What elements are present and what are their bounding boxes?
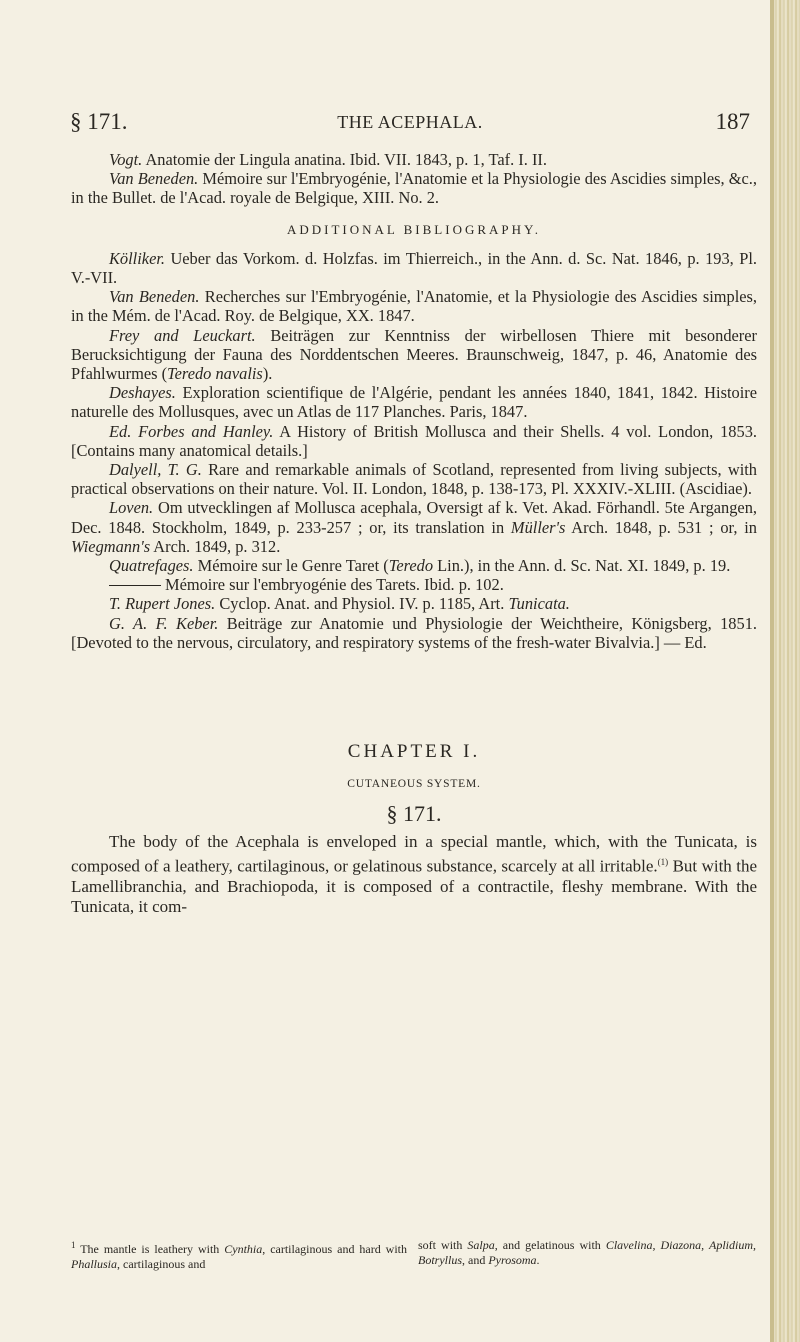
chapter-subtitle: CUTANEOUS SYSTEM. — [347, 778, 481, 791]
header-section: § 171. — [70, 109, 128, 134]
page-body — [71, 150, 757, 918]
bib-entry: Quatrefages. Mémoire sur le Genre Taret (Teredo Lin.), in the Ann. d. Sc. Nat. XI. 1849, p. 19. — [109, 556, 731, 576]
running-header — [70, 109, 750, 135]
bib-entry: Frey and Leuckart. Beiträgen zur Kenntniss der wirbellosen Thiere mit besonderer Berucksichtigung der Fauna des Norddentschen Meeres. Braunschweig, 1847, p. 46, Anatomie des Pfahlwurmes (Teredo navalis). — [71, 325, 757, 384]
section-heading: § 171. — [386, 801, 442, 827]
footnote-column-right: soft with Salpa, and gelatinous with Clavelina, Diazona, Aplidium, Botryllus, and Pyrosoma. — [418, 1238, 756, 1267]
footnote-reference: (1) — [657, 856, 669, 867]
bib-entry: Ed. Forbes and Hanley. A History of British Mollusca and their Shells. 4 vol. London, 1853. [Contains many anatomical details.] — [71, 421, 757, 460]
page-edge-shadow — [770, 0, 774, 1342]
header-title: THE ACEPHALA. — [337, 112, 483, 132]
bib-entry-ditto: Mémoire sur l'embryogénie des Tarets. Ibid. p. 102. — [71, 575, 757, 594]
bib-entry: Kölliker. Ueber das Vorkom. d. Holzfas. im Thierreich., in the Ann. d. Sc. Nat. 1846, p. 193, Pl. V.-VII. — [71, 248, 757, 288]
footnote-marker: 1 — [71, 1240, 76, 1250]
bib-entry: Dalyell, T. G. Rare and remarkable animals of Scotland, represented from living subjects, with practical observations on their nature. Vol. II. London, 1848, p. 138-173, Pl. XXXIV.-XLIII. (Ascidiae). — [71, 460, 758, 499]
bib-entry: Vogt. Anatomie der Lingula anatina. Ibid. VII. 1843, p. 1, Taf. I. II. — [109, 150, 547, 169]
additional-bibliography-heading: ADDITIONAL BIBLIOGRAPHY. — [287, 221, 541, 237]
bib-entry: T. Rupert Jones. Cyclop. Anat. and Physiol. IV. p. 1185, Art. Tunicata. — [109, 594, 570, 614]
bib-entry: Loven. Om utvecklingen af Mollusca acephala, Oversigt af k. Vet. Akad. Förhandl. 5te Argangen, Dec. 1848. Stockholm, 1849, p. 233-257 ; or, its translation in Müller's Arch. 1848, p. 531 ; or, in Wiegmann's Arch. 1849, p. 312. — [71, 498, 757, 556]
page-edge — [774, 0, 800, 1342]
bib-entry: Deshayes. Exploration scientifique de l'Algérie, pendant les années 1840, 1841, 1842. Histoire naturelle des Mollusques, avec un Atlas de 117 Planches. Paris, 1847. — [71, 383, 757, 422]
bib-entry: Van Beneden. Mémoire sur l'Embryogénie, l'Anatomie et la Physiologie des Ascidies simples, &c., in the Bullet. de l'Acad. royale de Belgique, XIII. No. 2. — [71, 169, 757, 208]
bib-entry: G. A. F. Keber. Beiträge zur Anatomie und Physiologie der Weichtheire, Königsberg, 1851. [Devoted to the nervous, circulatory, and respiratory systems of the fresh-water Bivalvia.] — Ed. — [71, 613, 757, 652]
page-number: 187 — [715, 109, 750, 134]
footnote-column-left: $^1$ The mantle is leathery with Cynthia, cartilaginous and hard with Phallusia, cartilaginous and — [71, 1240, 407, 1271]
ditto-dash — [109, 585, 161, 586]
chapter-heading: CHAPTER I. — [347, 741, 481, 763]
body-paragraph: The body of the Acephala is enveloped in a special mantle, which, with the Tunicata, is composed of a leathery, cartilaginous, or gelatinous substance, scarcely at all irritable.$^{(1)}$ But with the Lamellibranchia, and Brachiopoda, it is composed of a contractile, fleshy membrane. With the Tunicata, it com- — [71, 831, 757, 917]
bib-entry: Van Beneden. Recherches sur l'Embryogénie, l'Anatomie, et la Physiologie des Ascidies simples, in the Mém. de l'Acad. Roy. de Belgique, XX. 1847. — [71, 287, 758, 326]
